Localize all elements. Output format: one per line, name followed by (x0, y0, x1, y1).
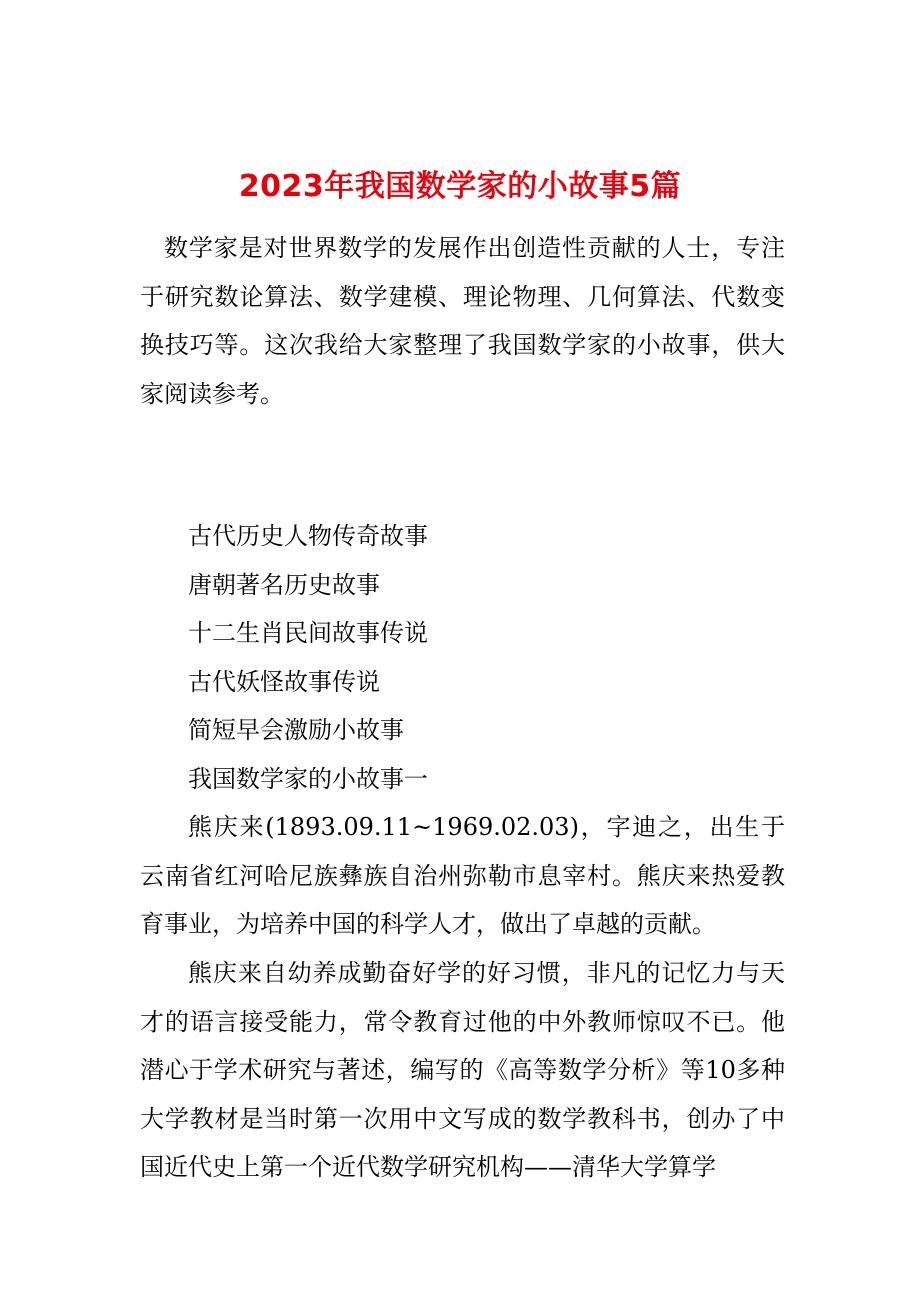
story-paragraph: 熊庆来自幼养成勤奋好学的好习惯，非凡的记忆力与天才的语言接受能力，常令教育过他的中外教师惊叹不已。他潜心于学术研究与著述，编写的《高等数学分析》等10多种大学教材是当时第一次用中文写成的数学教科书，创办了中国近代史上第一个近代数学研究机构——清华大学算学 (140, 959, 785, 1181)
section-heading: 我国数学家的小故事一 (188, 765, 428, 793)
related-link[interactable]: 唐朝著名历史故事 (188, 570, 380, 599)
related-links-list (188, 512, 788, 755)
related-link[interactable]: 简短早会激励小故事 (188, 716, 404, 744)
related-link[interactable]: 古代历史人物传奇故事 (188, 522, 428, 550)
related-link[interactable]: 古代妖怪故事传说 (188, 667, 380, 696)
intro-paragraph: 数学家是对世界数学的发展作出创造性贡献的人士，专注于研究数论算法、数学建模、理论物理、几何算法、代数变换技巧等。这次我给大家整理了我国数学家的小故事，供大家阅读参考。 (140, 234, 785, 408)
document-title: 2023年我国数学家的小故事5篇 (238, 169, 682, 205)
story-paragraph: 熊庆来(1893.09.11~1969.02.03)，字迪之，出生于云南省红河哈尼族彝族自治州弥勒市息宰村。熊庆来热爱教育事业，为培养中国的科学人才，做出了卓越的贡献。 (140, 813, 785, 938)
related-link[interactable]: 十二生肖民间故事传说 (188, 619, 428, 647)
